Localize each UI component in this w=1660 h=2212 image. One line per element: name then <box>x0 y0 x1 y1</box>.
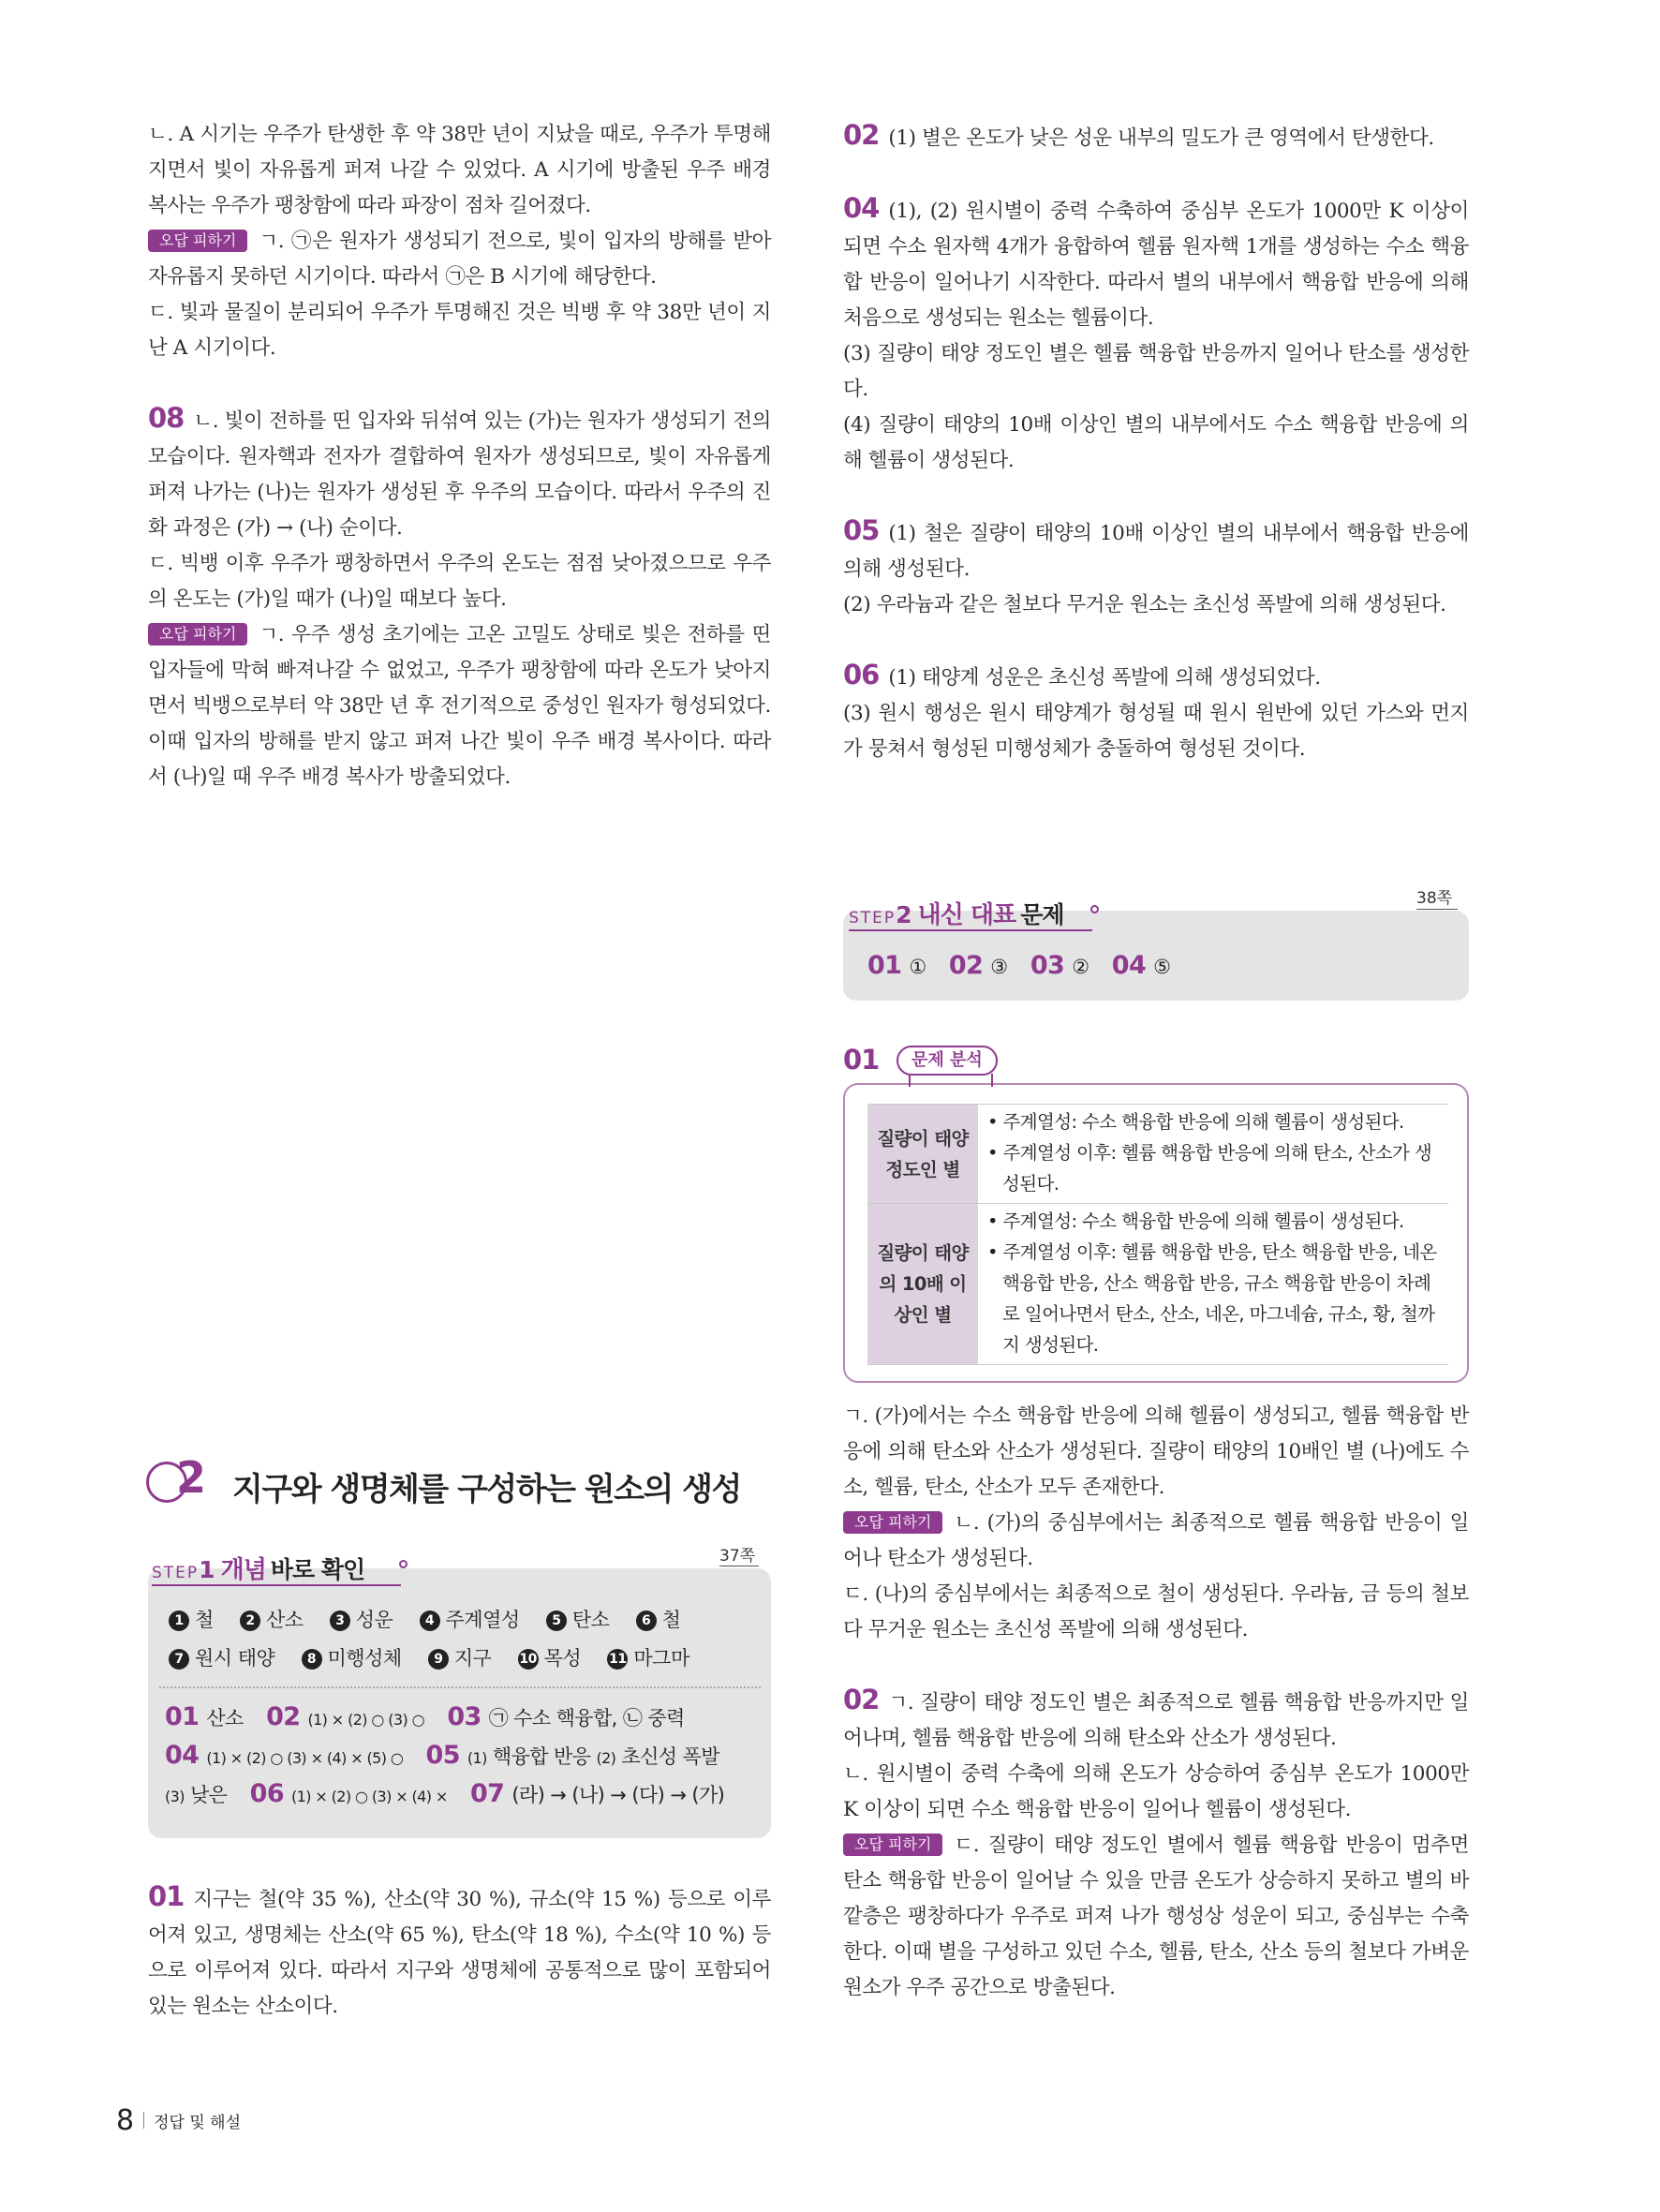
paragraph: 오답 피하기 ㄱ. ㉠은 원자가 생성되기 전으로, 빛이 입자의 방해를 받아 자유롭지 못하던 시기이다. 따라서 ㉠은 B 시기에 해당한다. <box>148 230 771 289</box>
question-02-explanation: 02 (1) 별은 온도가 낮은 성운 내부의 밀도가 큰 영역에서 탄생한다. <box>843 119 1434 151</box>
step2-title: STEP2 내신 대표 문제 <box>849 901 1064 929</box>
keyword-item: 9 지구 <box>428 1647 492 1670</box>
paragraph: (2) 우라늄과 같은 철보다 무거운 원소는 초신성 폭발에 의해 생성된다. <box>843 593 1446 616</box>
keyword-item: 1 철 <box>169 1609 214 1631</box>
question-06-explanation: 06 (1) 태양계 성운은 초신성 폭발에 의해 생성되었다. (3) 원시 행성은 원시 태양계가 형성될 때 원시 원반에 있던 가스와 먼지가 뭉쳐서 형성된 미행성체가 충돌하여 형성된 것이다. <box>843 657 1469 767</box>
paragraph: ㄱ. (가)에서는 수소 핵융합 반응에 의해 헬륨이 생성되고, 헬륨 핵융합 반응에 의해 탄소와 산소가 생성된다. 질량이 태양의 10배인 별 (나)에도 수소, 헬륨, 탄소, 산소가 모두 존재한다. <box>843 1404 1469 1499</box>
paragraph: ㄴ. A 시기는 우주가 탄생한 후 약 38만 년이 지났을 때로, 우주가 투명해지면서 빛이 자유롭게 퍼져 나갈 수 있었다. A 시기에 방출된 우주 배경 복사는 우주가 팽창함에 따라 파장이 점차 길어졌다. <box>148 123 771 217</box>
keyword-item: 10 목성 <box>519 1647 582 1670</box>
section-heading <box>146 1452 776 1514</box>
paragraph: 08 ㄴ. 빛이 전하를 띤 입자와 뒤섞여 있는 (가)는 원자가 생성되기 전의 모습이다. 원자핵과 전자가 결합하여 원자가 생성되므로, 빛이 자유롭게 퍼져 나가는 (나)는 원자가 생성된 후 우주의 모습이다. 따라서 우주의 진화 과정은 (가) → (나) 순이다. <box>148 402 771 540</box>
page-reference: 38쪽 <box>1416 889 1453 908</box>
question-number: 01 <box>843 1044 880 1076</box>
step1-answers-line2: 04 (1) × (2) ○ (3) × (4) × (5) ○ 05 (1) 핵융합 반응 (2) 초신성 폭발 <box>165 1741 719 1770</box>
paragraph: ㄴ. 원시별이 중력 수축에 의해 온도가 상승하여 중심부 온도가 1000만 K 이상이 되면 수소 핵융합 반응이 일어나 헬륨이 생성된다. <box>843 1762 1469 1821</box>
step1-title: STEP1 개념 바로 확인 <box>152 1556 365 1584</box>
keyword-item: 8 미행성체 <box>302 1647 402 1670</box>
wrong-answer-badge: 오답 피하기 <box>148 623 247 646</box>
question-08-explanation <box>148 400 771 795</box>
keyword-item: 7 원시 태양 <box>169 1647 274 1670</box>
page-reference: 37쪽 <box>719 1547 756 1566</box>
wrong-answer-badge: 오답 피하기 <box>843 1511 942 1534</box>
paragraph: ㄷ. 빅뱅 이후 우주가 팽창하면서 우주의 온도는 점점 낮아졌으므로 우주의 온도는 (가)일 때가 (나)일 때보다 높다. <box>148 552 771 611</box>
keyword-item: 2 산소 <box>240 1609 304 1631</box>
explanation-block <box>148 117 771 366</box>
question-04-explanation: 04 (1), (2) 원시별이 중력 수축하여 중심부 온도가 1000만 K 이상이 되면 수소 원자핵 4개가 융합하여 헬륨 원자핵 1개를 생성하는 수소 핵융합 반응이 일어나기 시작한다. 따라서 별의 내부에서 핵융합 반응에 의해 처음으로 생성되는 원소는 헬륨이다. (3) 질량이 태양 정도인 별은 헬륨 핵융합 반응까지 일어나 탄소를 생성한다. (4) 질량이 태양의 10배 이상인 별의 내부에서도 수소 핵융합 반응에 의해 헬륨이 생성된다. <box>843 190 1469 479</box>
keyword-item: 6 철 <box>636 1609 681 1631</box>
question-01-explanation: ㄱ. (가)에서는 수소 핵융합 반응에 의해 헬륨이 생성되고, 헬륨 핵융합 반응에 의해 탄소와 산소가 생성된다. 질량이 태양의 10배인 별 (나)에도 수소, 헬륨, 탄소, 산소가 모두 존재한다. 오답 피하기 ㄴ. (가)의 중심부에서는 최종적으로 헬륨 핵융합 반응이 일어나 탄소가 생성된다. ㄷ. (나)의 중심부에서는 최종적으로 철이 생성된다. 우라늄, 금 등의 철보다 무거운 원소는 초신성 폭발에 의해 생성된다. <box>843 1399 1469 1648</box>
keyword-item: 5 탄소 <box>546 1609 610 1631</box>
row-content: • 주계열성: 수소 핵융합 반응에 의해 헬륨이 생성된다. • 주계열성 이후: 헬륨 핵융합 반응에 의해 탄소, 산소가 생성된다. <box>978 1105 1448 1204</box>
keyword-item: 3 성운 <box>330 1609 393 1631</box>
section-title: 지구와 생명체를 구성하는 원소의 생성 <box>232 1471 741 1508</box>
section-number: 2 <box>176 1452 207 1503</box>
analysis-pill: 문제 분석 <box>897 1046 998 1076</box>
right-column-top <box>843 117 1469 767</box>
page-reference-underline <box>1416 909 1458 910</box>
right-column-bottom <box>843 1399 1469 2006</box>
question-number: 02 <box>843 119 880 151</box>
keyword-row <box>169 1605 701 1633</box>
step1-underline <box>152 1584 401 1586</box>
wrong-answer-badge: 오답 피하기 <box>843 1833 942 1856</box>
row-header: 질량이 태양의 10배 이상인 별 <box>867 1204 978 1365</box>
step1-answers-line3: (3) 낮은 06 (1) × (2) ○ (3) × (4) × 07 (라) → (나) → (다) → (가) <box>165 1779 725 1808</box>
keyword-row <box>169 1643 710 1671</box>
table-row <box>867 1204 1448 1365</box>
paragraph: ㄷ. (나)의 중심부에서는 최종적으로 철이 생성된다. 우라늄, 금 등의 철보다 무거운 원소는 초신성 폭발에 의해 생성된다. <box>843 1582 1469 1641</box>
row-content: • 주계열성: 수소 핵융합 반응에 의해 헬륨이 생성된다. • 주계열성 이후: 헬륨 핵융합 반응, 탄소 핵융합 반응, 네온 핵융합 반응, 산소 핵융합 반응, 규소 핵융합 반응이 차례로 일어나면서 탄소, 산소, 네온, 마그네슘, 규소, 황, 철까지 생성된다. <box>978 1204 1448 1365</box>
analysis-table <box>867 1104 1448 1365</box>
dotted-divider <box>159 1686 761 1688</box>
step2-answers: 01 ① 02 ③ 03 ② 04 ⑤ <box>867 951 1171 980</box>
page-number: 8 <box>116 2104 135 2137</box>
step2-dot <box>1090 905 1099 913</box>
question-number: 08 <box>148 402 185 434</box>
paragraph: (3) 원시 행성은 원시 태양계가 형성될 때 원시 원반에 있던 가스와 먼지가 뭉쳐서 형성된 미행성체가 충돌하여 형성된 것이다. <box>843 702 1469 761</box>
pill-connector <box>991 1074 993 1087</box>
question-number: 06 <box>843 659 880 690</box>
paragraph: (4) 질량이 태양의 10배 이상인 별의 내부에서도 수소 핵융합 반응에 의해 헬륨이 생성된다. <box>843 413 1469 472</box>
question-number: 02 <box>843 1684 880 1715</box>
row-header: 질량이 태양 정도인 별 <box>867 1105 978 1204</box>
footer-divider <box>143 2112 144 2129</box>
paragraph: ㄷ. 빛과 물질이 분리되어 우주가 투명해진 것은 빅뱅 후 약 38만 년이 지난 A 시기이다. <box>148 301 771 360</box>
step1-answers-line1: 01 산소 02 (1) × (2) ○ (3) ○ 03 ㉠ 수소 핵융합, ㉡ 중력 <box>165 1702 685 1731</box>
left-column-bottom <box>148 1878 771 2025</box>
question-number: 04 <box>843 192 880 224</box>
question-01-step1-explanation: 01 지구는 철(약 35 %), 산소(약 30 %), 규소(약 15 %) 등으로 이루어져 있고, 생명체는 산소(약 65 %), 탄소(약 18 %), 수소(약 10 %) 등으로 이루어져 있다. 따라서 지구와 생명체에 공통적으로 많이 포함되어 있는 원소는 산소이다. <box>148 1880 771 2018</box>
left-column-top <box>148 117 771 795</box>
question-02-step2-explanation: 02 ㄱ. 질량이 태양 정도인 별은 최종적으로 헬륨 핵융합 반응까지만 일어나며, 헬륨 핵융합 반응에 의해 탄소와 산소가 생성된다. ㄴ. 원시별이 중력 수축에 의해 온도가 상승하여 중심부 온도가 1000만 K 이상이 되면 수소 핵융합 반응이 일어나 헬륨이 생성된다. 오답 피하기 ㄷ. 질량이 태양 정도인 별에서 헬륨 핵융합 반응이 멈추면 탄소 핵융합 반응이 일어날 수 있을 만큼 온도가 상승하지 못하고 별의 바깥층은 팽창하다가 우주로 퍼져 나가 행성상 성운이 되고, 중심부는 수축한다. 이때 별을 구성하고 있던 수소, 헬륨, 탄소, 산소 등의 철보다 가벼운 원소가 우주 공간으로 방출된다. <box>843 1684 1469 1999</box>
footer-label: 정답 및 해설 <box>154 2114 242 2132</box>
step2-underline <box>849 929 1092 931</box>
pill-connector <box>909 1074 911 1087</box>
step1-dot <box>399 1560 408 1568</box>
keyword-item: 4 주계열성 <box>420 1609 520 1631</box>
table-row <box>867 1105 1448 1204</box>
paragraph: 오답 피하기 ㄱ. 우주 생성 초기에는 고온 고밀도 상태로 빛은 전하를 띤 입자들에 막혀 빠져나갈 수 없었고, 우주가 팽창함에 따라 온도가 낮아지면서 빅뱅으로부터 약 38만 년 후 전기적으로 중성인 원자가 형성되었다. 이때 입자의 방해를 받지 않고 퍼져 나간 빛이 우주 배경 복사이다. 따라서 (나)일 때 우주 배경 복사가 방출되었다. <box>148 623 771 789</box>
wrong-answer-badge: 오답 피하기 <box>148 230 247 252</box>
page-footer <box>116 2104 241 2137</box>
question-05-explanation: 05 (1) 철은 질량이 태양의 10배 이상인 별의 내부에서 핵융합 반응에 의해 생성된다. (2) 우라늄과 같은 철보다 무거운 원소는 초신성 폭발에 의해 생성된다. <box>843 512 1469 623</box>
keyword-item: 11 마그마 <box>609 1647 689 1670</box>
question-number: 05 <box>843 514 880 546</box>
paragraph: (3) 질량이 태양 정도인 별은 헬륨 핵융합 반응까지 일어나 탄소를 생성한다. <box>843 342 1469 401</box>
question-number: 01 <box>148 1880 185 1912</box>
